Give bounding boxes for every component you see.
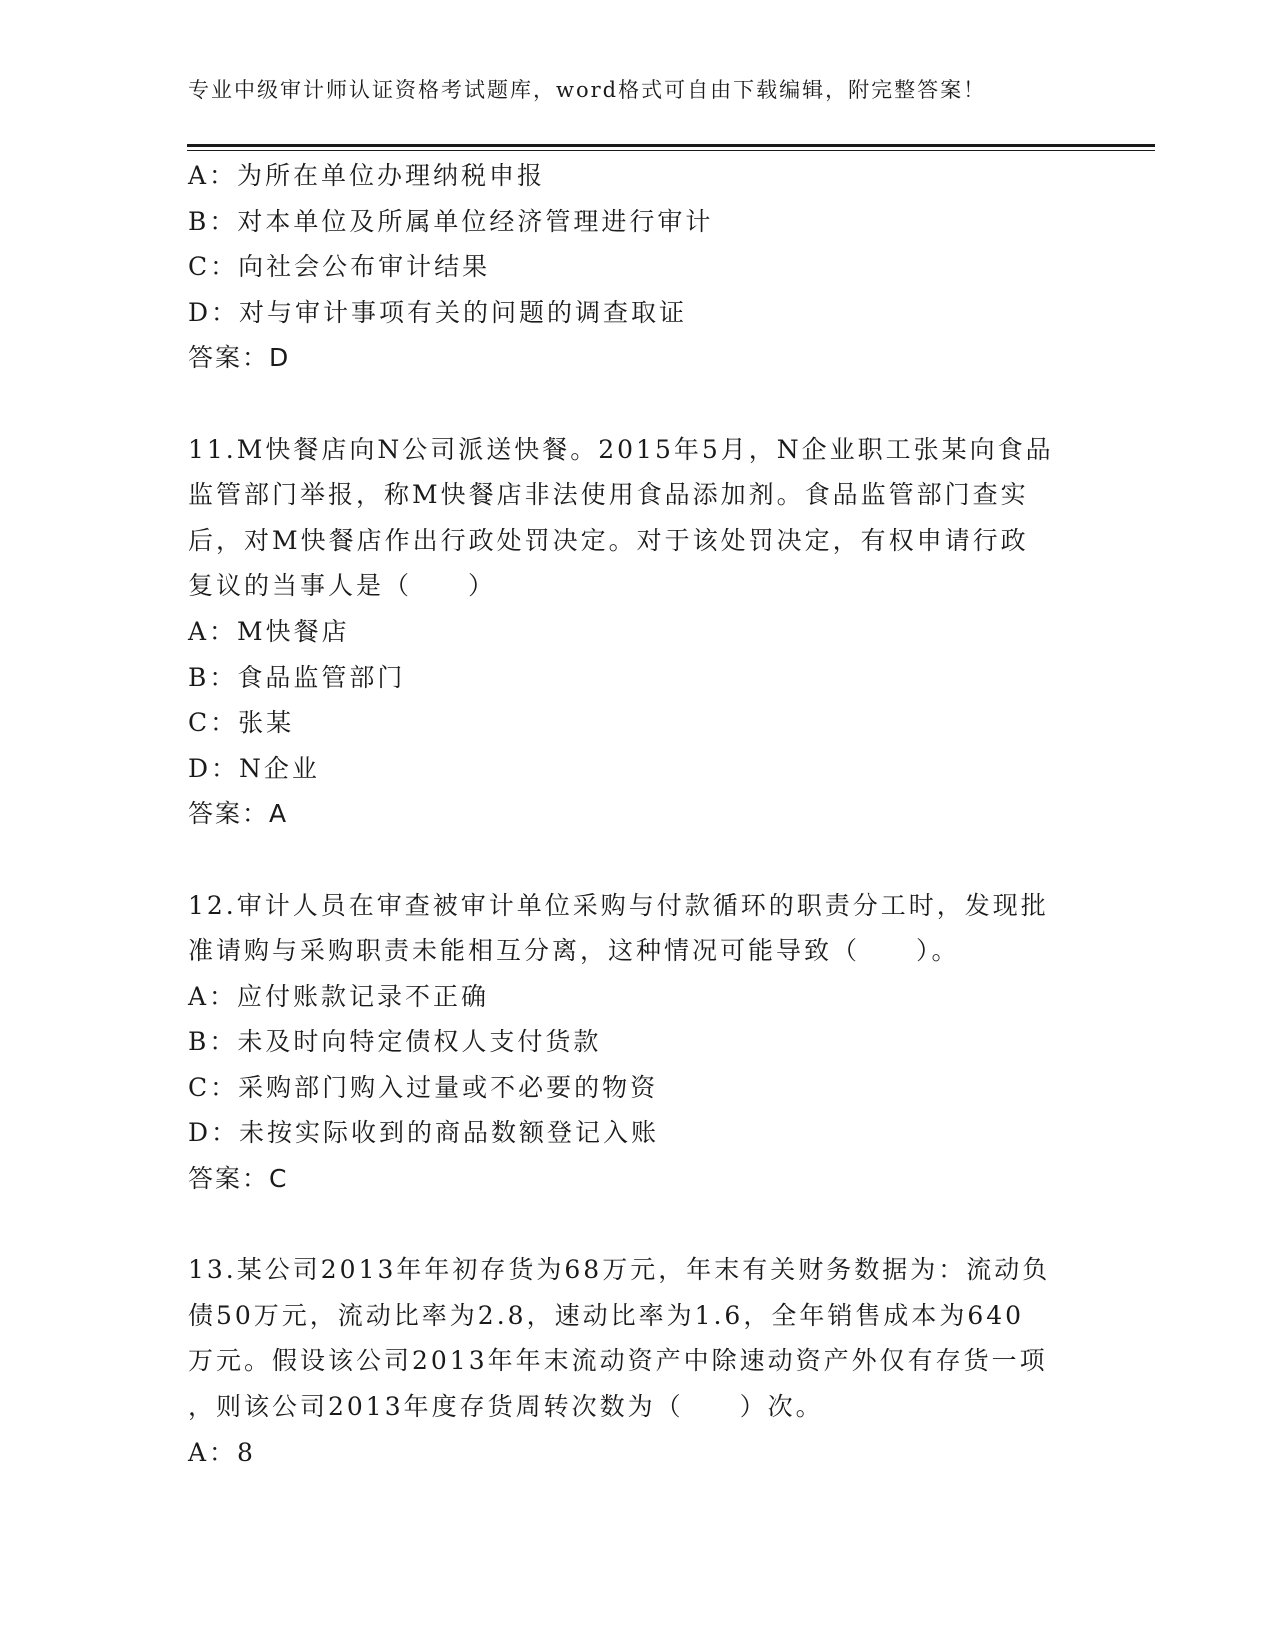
- option-c: C：向社会公布审计结果: [188, 252, 491, 282]
- question-stem-line: 复议的当事人是（ ）: [188, 571, 497, 601]
- header-rule-thin: [187, 150, 1155, 151]
- option-d: D：未按实际收到的商品数额登记入账: [188, 1118, 660, 1148]
- page-header: 专业中级审计师认证资格考试题库，word格式可自由下载编辑，附完整答案！: [188, 78, 987, 102]
- question-12: [188, 883, 1088, 1202]
- option-a: A：8: [188, 1437, 256, 1467]
- question-stem-line: 12.审计人员在审查被审计单位采购与付款循环的职责分工时，发现批: [188, 890, 1049, 920]
- option-a: A：M快餐店: [188, 616, 350, 646]
- question-11: [188, 427, 1088, 837]
- answer-line: 答案：A: [188, 799, 289, 829]
- option-d: D：对与审计事项有关的问题的调查取证: [188, 297, 688, 327]
- option-b: B：对本单位及所属单位经济管理进行审计: [188, 206, 714, 236]
- option-a: A：为所在单位办理纳税申报: [188, 161, 546, 190]
- question-stem-line: ，则该公司2013年度存货周转次数为（ ）次。: [188, 1392, 824, 1422]
- question-stem-line: 准请购与采购职责未能相互分离，这种情况可能导致（ ）。: [188, 936, 960, 966]
- option-b: B：食品监管部门: [188, 662, 406, 692]
- option-c: C：采购部门购入过量或不必要的物资: [188, 1072, 659, 1102]
- question-stem-line: 11.M快餐店向N公司派送快餐。2015年5月，N企业职工张某向食品: [188, 434, 1054, 464]
- question-10: [188, 153, 1088, 381]
- option-b: B：未及时向特定债权人支付货款: [188, 1027, 602, 1057]
- option-a: A：应付账款记录不正确: [188, 981, 490, 1011]
- question-stem-line: 监管部门举报，称M快餐店非法使用食品添加剂。食品监管部门查实: [188, 480, 1029, 510]
- question-stem-line: 债50万元，流动比率为2.8，速动比率为1.6，全年销售成本为640: [188, 1300, 1025, 1330]
- question-13: [188, 1247, 1088, 1475]
- question-stem-line: 13.某公司2013年年初存货为68万元，年末有关财务数据为：流动负: [188, 1255, 1051, 1285]
- header-rule-thick: [187, 144, 1155, 147]
- question-stem-line: 万元。假设该公司2013年年末流动资产中除速动资产外仅有存货一项: [188, 1346, 1048, 1376]
- answer-line: 答案：C: [188, 1164, 289, 1194]
- option-c: C：张某: [188, 708, 295, 738]
- answer-line: 答案：D: [188, 343, 291, 373]
- question-stem-line: 后，对M快餐店作出行政处罚决定。对于该处罚决定，有权申请行政: [188, 525, 1029, 555]
- question-content: [188, 153, 1088, 1475]
- option-d: D：N企业: [188, 753, 320, 783]
